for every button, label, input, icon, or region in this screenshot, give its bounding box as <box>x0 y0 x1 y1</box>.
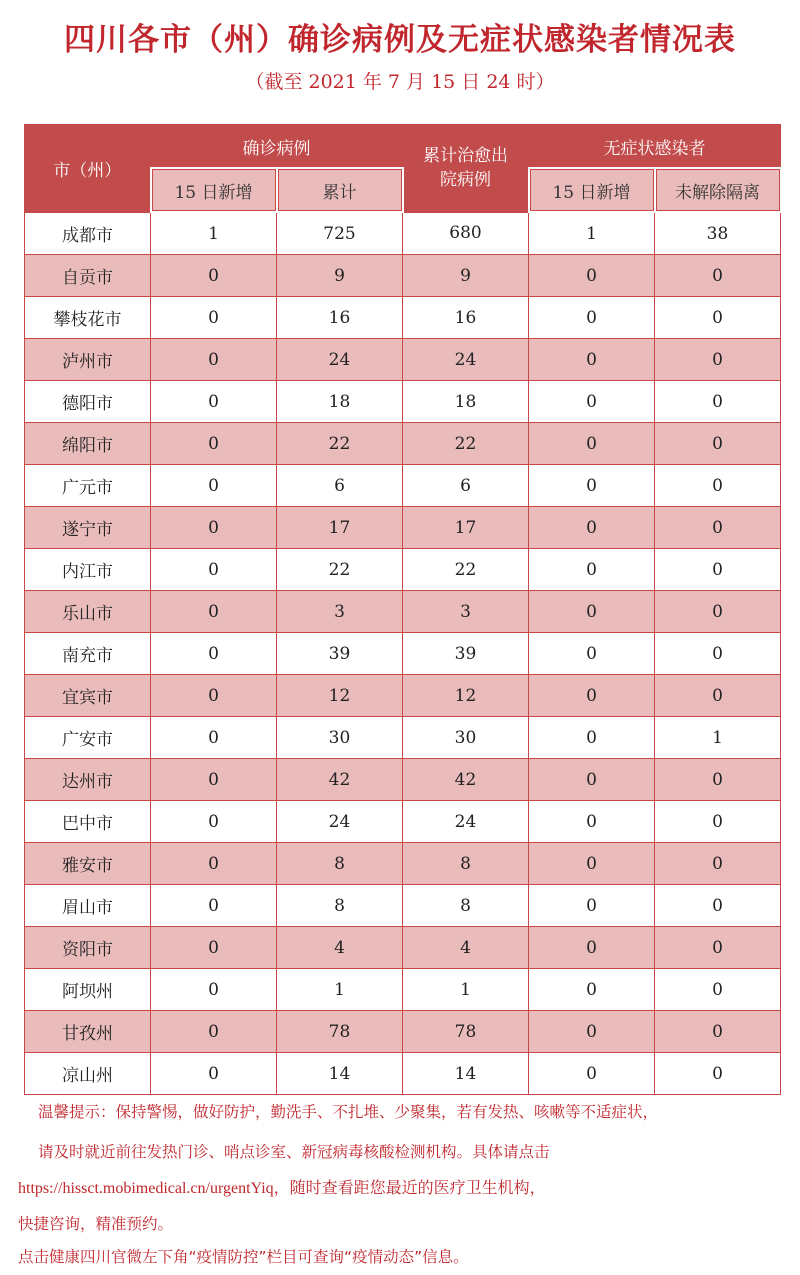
cell-total: 30 <box>277 717 403 759</box>
cell-city: 凉山州 <box>25 1053 151 1095</box>
header-city: 市（州） <box>25 125 151 213</box>
cell-city: 遂宁市 <box>25 507 151 549</box>
cell-new: 0 <box>151 927 277 969</box>
cell-new: 0 <box>151 969 277 1011</box>
cell-city: 阿坝州 <box>25 969 151 1011</box>
notes-line-5: 点击健康四川官微左下角“疫情防控”栏目可查询“疫情动态”信息。 <box>18 1248 469 1266</box>
cell-asym-new: 1 <box>529 212 655 255</box>
cell-total: 6 <box>277 465 403 507</box>
table-row <box>25 507 781 549</box>
cell-asym-new: 0 <box>529 969 655 1011</box>
cell-unreleased: 0 <box>655 549 781 591</box>
cell-city: 达州市 <box>25 759 151 801</box>
cell-asym-new: 0 <box>529 591 655 633</box>
table-row <box>25 381 781 423</box>
cell-total: 24 <box>277 339 403 381</box>
cell-unreleased: 0 <box>655 339 781 381</box>
table-header <box>25 125 781 213</box>
cell-new: 0 <box>151 885 277 927</box>
cell-unreleased: 0 <box>655 423 781 465</box>
cell-recovered: 8 <box>403 885 529 927</box>
cell-new: 0 <box>151 633 277 675</box>
cell-recovered: 4 <box>403 927 529 969</box>
cell-new: 0 <box>151 549 277 591</box>
cell-unreleased: 0 <box>655 255 781 297</box>
subheader-asym-new: 15 日新增 <box>529 168 655 212</box>
cell-city: 泸州市 <box>25 339 151 381</box>
cell-asym-new: 0 <box>529 507 655 549</box>
cell-city: 广元市 <box>25 465 151 507</box>
cell-recovered: 1 <box>403 969 529 1011</box>
cell-asym-new: 0 <box>529 759 655 801</box>
table-row <box>25 717 781 759</box>
cell-new: 0 <box>151 1053 277 1095</box>
cell-new: 0 <box>151 423 277 465</box>
cell-unreleased: 0 <box>655 927 781 969</box>
cell-recovered: 6 <box>403 465 529 507</box>
cell-unreleased: 0 <box>655 969 781 1011</box>
cell-asym-new: 0 <box>529 423 655 465</box>
cell-total: 8 <box>277 843 403 885</box>
cell-recovered: 8 <box>403 843 529 885</box>
cell-asym-new: 0 <box>529 927 655 969</box>
cell-total: 725 <box>277 212 403 255</box>
table-row <box>25 339 781 381</box>
cell-asym-new: 0 <box>529 1053 655 1095</box>
cell-recovered: 680 <box>403 212 529 255</box>
cell-city: 攀枝花市 <box>25 297 151 339</box>
cell-new: 0 <box>151 381 277 423</box>
table-row <box>25 633 781 675</box>
cell-recovered: 16 <box>403 297 529 339</box>
cell-unreleased: 0 <box>655 1011 781 1053</box>
table-row <box>25 255 781 297</box>
cell-total: 1 <box>277 969 403 1011</box>
cell-asym-new: 0 <box>529 381 655 423</box>
subheader-new: 15 日新增 <box>151 168 277 212</box>
cell-asym-new: 0 <box>529 885 655 927</box>
table-row <box>25 759 781 801</box>
cell-total: 14 <box>277 1053 403 1095</box>
cell-city: 甘孜州 <box>25 1011 151 1053</box>
cell-recovered: 3 <box>403 591 529 633</box>
notes-line-4: 快捷咨询，精准预约。 <box>18 1215 174 1233</box>
cell-asym-new: 0 <box>529 297 655 339</box>
cell-asym-new: 0 <box>529 255 655 297</box>
cell-total: 22 <box>277 549 403 591</box>
cell-total: 42 <box>277 759 403 801</box>
cell-asym-new: 0 <box>529 1011 655 1053</box>
cell-recovered: 17 <box>403 507 529 549</box>
cell-city: 自贡市 <box>25 255 151 297</box>
cell-asym-new: 0 <box>529 717 655 759</box>
cell-unreleased: 0 <box>655 465 781 507</box>
cell-unreleased: 0 <box>655 1053 781 1095</box>
cell-new: 0 <box>151 801 277 843</box>
cell-total: 24 <box>277 801 403 843</box>
table-row <box>25 885 781 927</box>
notes-line-1: 温馨提示：保持警惕，做好防护，勤洗手、不扎堆、少聚集，若有发热、咳嗽等不适症状， <box>38 1103 659 1121</box>
table-row <box>25 591 781 633</box>
table-row <box>25 927 781 969</box>
table-row <box>25 1053 781 1095</box>
cell-total: 18 <box>277 381 403 423</box>
cell-unreleased: 0 <box>655 675 781 717</box>
cell-new: 0 <box>151 843 277 885</box>
cell-city: 资阳市 <box>25 927 151 969</box>
cell-unreleased: 0 <box>655 507 781 549</box>
table-row <box>25 1011 781 1053</box>
cell-city: 广安市 <box>25 717 151 759</box>
cell-asym-new: 0 <box>529 843 655 885</box>
cell-unreleased: 0 <box>655 633 781 675</box>
cell-unreleased: 0 <box>655 759 781 801</box>
cell-total: 39 <box>277 633 403 675</box>
cell-city: 绵阳市 <box>25 423 151 465</box>
cell-unreleased: 0 <box>655 885 781 927</box>
cell-new: 0 <box>151 675 277 717</box>
table-row <box>25 675 781 717</box>
cell-recovered: 78 <box>403 1011 529 1053</box>
cell-new: 0 <box>151 759 277 801</box>
notes-line-2: 请及时就近前往发热门诊、哨点诊室、新冠病毒核酸检测机构。具体请点击 <box>38 1143 550 1161</box>
cell-recovered: 22 <box>403 423 529 465</box>
cell-total: 4 <box>277 927 403 969</box>
table-row <box>25 801 781 843</box>
header-asymptomatic: 无症状感染者 <box>529 125 781 169</box>
cell-city: 德阳市 <box>25 381 151 423</box>
cell-asym-new: 0 <box>529 801 655 843</box>
table-row <box>25 969 781 1011</box>
cell-new: 0 <box>151 297 277 339</box>
cell-recovered: 42 <box>403 759 529 801</box>
cell-total: 22 <box>277 423 403 465</box>
cell-city: 成都市 <box>25 212 151 255</box>
table-row <box>25 549 781 591</box>
subheader-total: 累计 <box>277 168 403 212</box>
cell-recovered: 22 <box>403 549 529 591</box>
cell-asym-new: 0 <box>529 633 655 675</box>
cell-new: 0 <box>151 591 277 633</box>
cell-asym-new: 0 <box>529 339 655 381</box>
cell-new: 1 <box>151 212 277 255</box>
cell-recovered: 14 <box>403 1053 529 1095</box>
page-title: 四川各市（州）确诊病例及无症状感染者情况表 <box>64 22 736 58</box>
cell-asym-new: 0 <box>529 465 655 507</box>
cell-city: 乐山市 <box>25 591 151 633</box>
cell-new: 0 <box>151 717 277 759</box>
cell-unreleased: 38 <box>655 212 781 255</box>
cell-total: 9 <box>277 255 403 297</box>
cell-recovered: 24 <box>403 339 529 381</box>
cell-unreleased: 0 <box>655 843 781 885</box>
table-row <box>25 843 781 885</box>
cell-unreleased: 0 <box>655 297 781 339</box>
cell-unreleased: 0 <box>655 381 781 423</box>
cell-recovered: 18 <box>403 381 529 423</box>
cell-new: 0 <box>151 255 277 297</box>
cell-recovered: 12 <box>403 675 529 717</box>
data-table <box>24 124 782 1095</box>
cell-city: 南充市 <box>25 633 151 675</box>
cell-total: 17 <box>277 507 403 549</box>
table-body <box>25 212 781 1095</box>
cell-city: 巴中市 <box>25 801 151 843</box>
cell-new: 0 <box>151 339 277 381</box>
cell-new: 0 <box>151 1011 277 1053</box>
cell-new: 0 <box>151 465 277 507</box>
cell-recovered: 24 <box>403 801 529 843</box>
notes-line-3[interactable]: https://hissct.mobimedical.cn/urgentYiq，随时查看距您最近的医疗卫生机构， <box>18 1180 546 1197</box>
cell-asym-new: 0 <box>529 549 655 591</box>
cell-recovered: 9 <box>403 255 529 297</box>
cell-recovered: 30 <box>403 717 529 759</box>
cell-total: 12 <box>277 675 403 717</box>
cell-city: 眉山市 <box>25 885 151 927</box>
table-row <box>25 423 781 465</box>
page-subtitle: （截至 2021 年 7 月 15 日 24 时） <box>245 71 555 93</box>
cell-new: 0 <box>151 507 277 549</box>
table-row <box>25 212 781 255</box>
cell-city: 雅安市 <box>25 843 151 885</box>
cell-unreleased: 0 <box>655 801 781 843</box>
cell-unreleased: 1 <box>655 717 781 759</box>
cell-unreleased: 0 <box>655 591 781 633</box>
cell-total: 8 <box>277 885 403 927</box>
cell-total: 78 <box>277 1011 403 1053</box>
cell-total: 16 <box>277 297 403 339</box>
cell-asym-new: 0 <box>529 675 655 717</box>
header-recovered: 累计治愈出院病例 <box>403 125 529 213</box>
subheader-unreleased: 未解除隔离 <box>655 168 781 212</box>
cell-total: 3 <box>277 591 403 633</box>
table-row <box>25 297 781 339</box>
cell-city: 宜宾市 <box>25 675 151 717</box>
cell-recovered: 39 <box>403 633 529 675</box>
header-confirmed: 确诊病例 <box>151 125 403 169</box>
cell-city: 内江市 <box>25 549 151 591</box>
table-row <box>25 465 781 507</box>
